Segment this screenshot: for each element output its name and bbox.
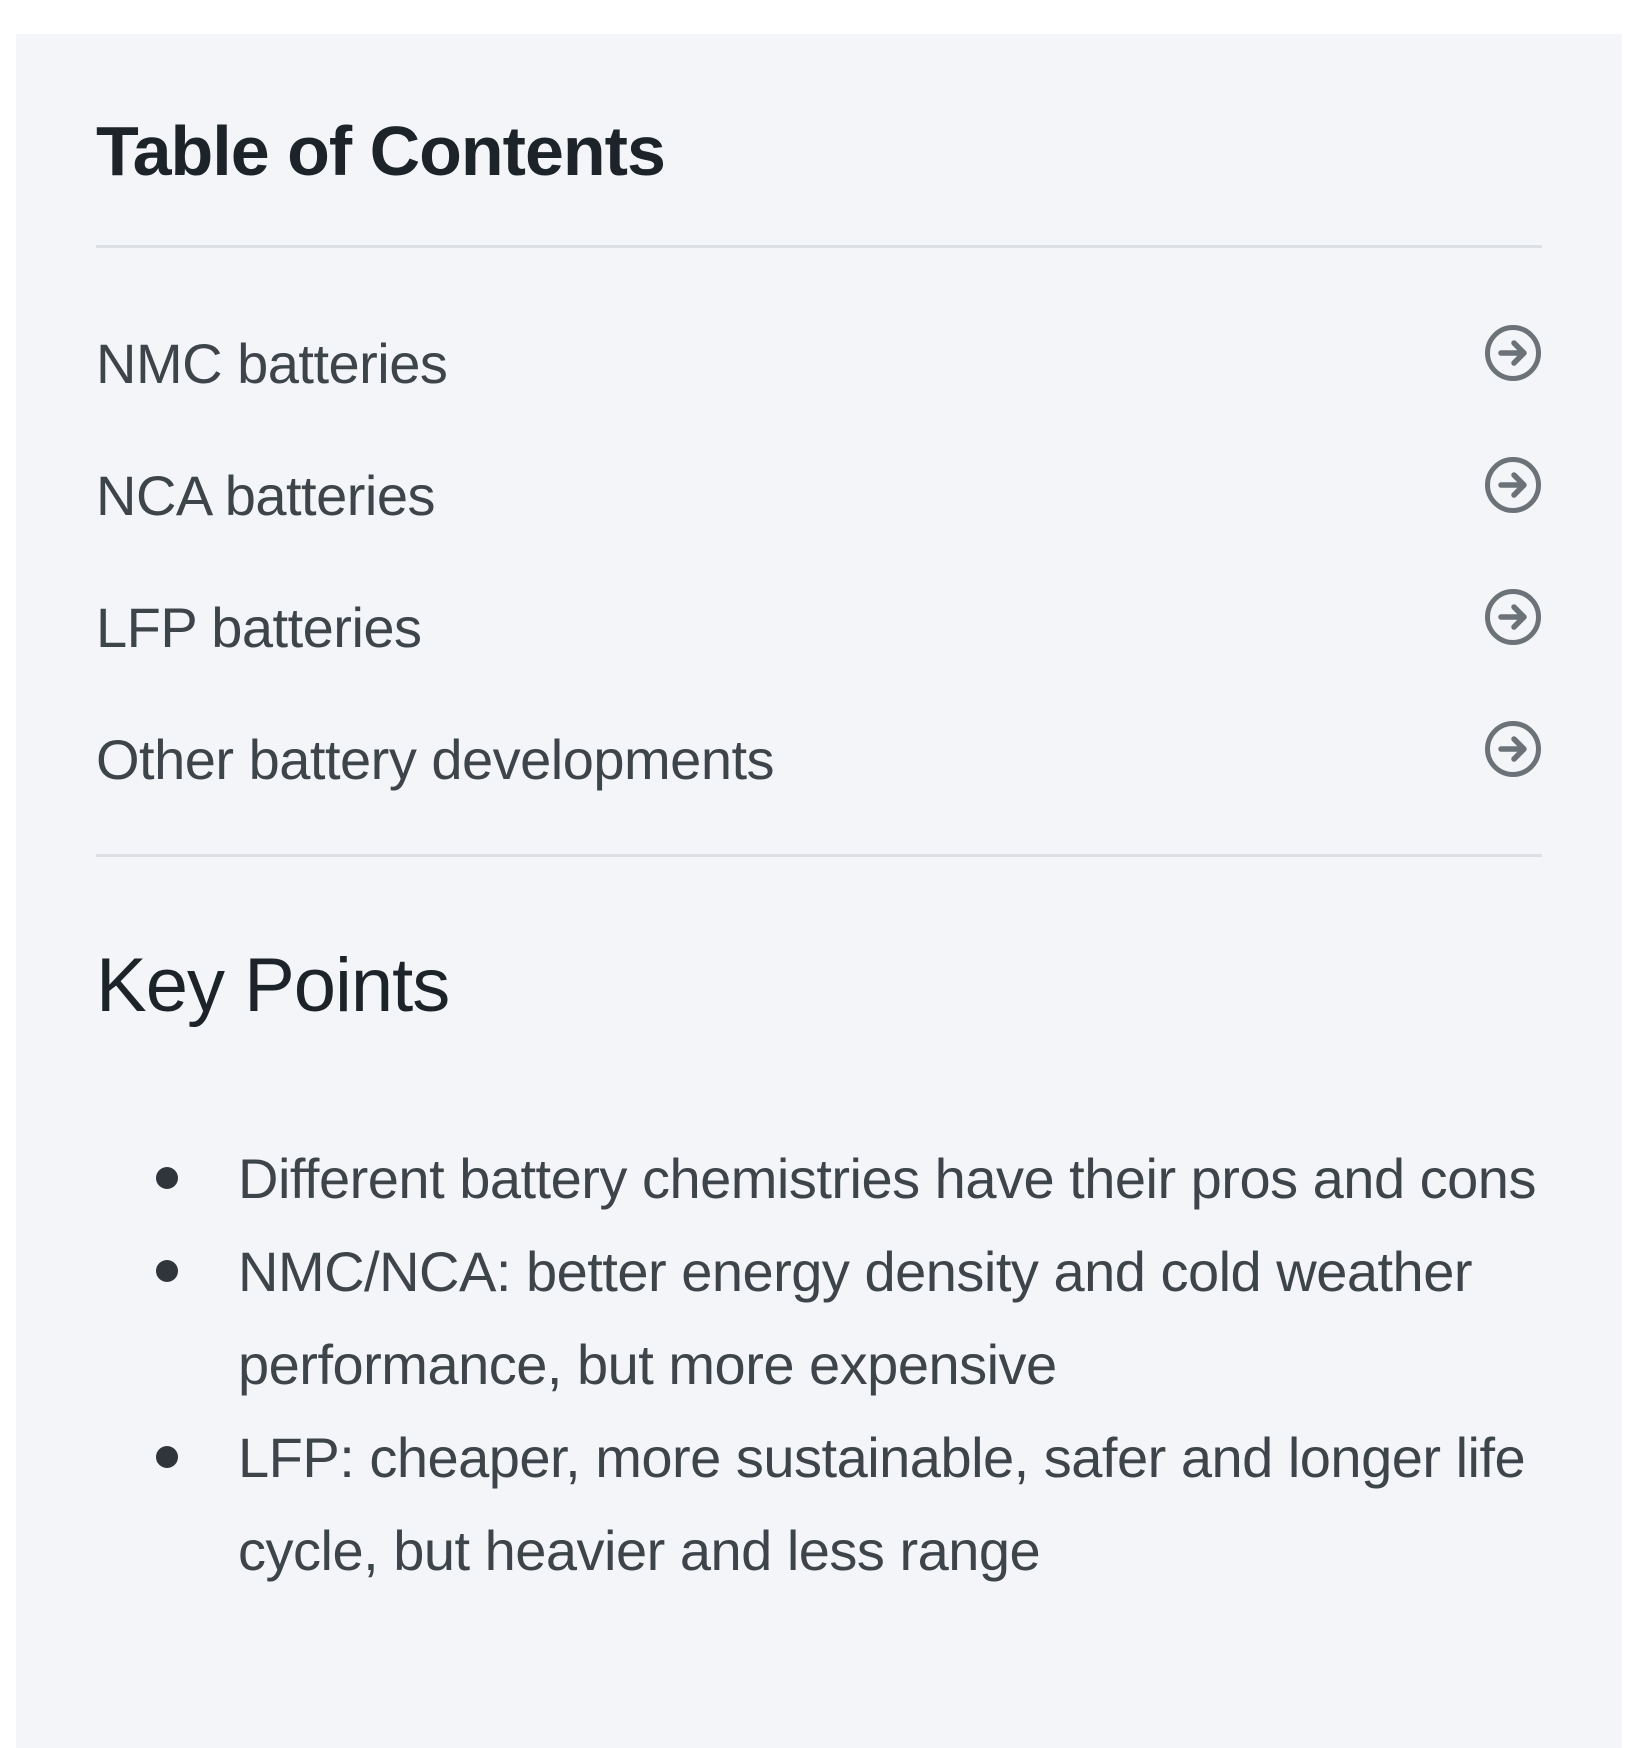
toc-item-nmc-batteries[interactable]	[96, 324, 1542, 456]
toc-item-lfp-batteries[interactable]	[96, 588, 1542, 720]
bullet-icon	[156, 1167, 178, 1189]
arrow-right-circle-icon[interactable]	[1484, 588, 1542, 646]
key-point-item	[156, 1411, 1536, 1597]
toc-list	[96, 324, 1542, 852]
key-point-text: Different battery chemistries have their pros and cons	[238, 1147, 1536, 1210]
key-point-item	[156, 1132, 1536, 1225]
bullet-icon	[156, 1446, 178, 1468]
toc-item-label[interactable]: NCA batteries	[96, 464, 435, 527]
toc-top-divider	[96, 245, 1542, 248]
toc-item-label[interactable]: NMC batteries	[96, 332, 448, 395]
arrow-right-circle-icon[interactable]	[1484, 720, 1542, 778]
arrow-right-circle-icon[interactable]	[1484, 456, 1542, 514]
key-points-list	[156, 1132, 1536, 1597]
arrow-right-circle-icon[interactable]	[1484, 324, 1542, 382]
key-points-title: Key Points	[96, 943, 450, 1028]
key-point-text: NMC/NCA: better energy density and cold weather performance, but more expensive	[238, 1240, 1472, 1396]
toc-item-label[interactable]: LFP batteries	[96, 596, 422, 659]
key-point-item	[156, 1225, 1536, 1411]
table-of-contents-panel	[16, 34, 1622, 1748]
toc-item-other-battery-developments[interactable]	[96, 720, 1542, 852]
toc-bottom-divider	[96, 854, 1542, 857]
toc-item-label[interactable]: Other battery developments	[96, 728, 775, 791]
toc-item-nca-batteries[interactable]	[96, 456, 1542, 588]
toc-title: Table of Contents	[96, 112, 665, 190]
bullet-icon	[156, 1260, 178, 1282]
key-point-text: LFP: cheaper, more sustainable, safer and longer life cycle, but heavier and less range	[238, 1426, 1526, 1582]
